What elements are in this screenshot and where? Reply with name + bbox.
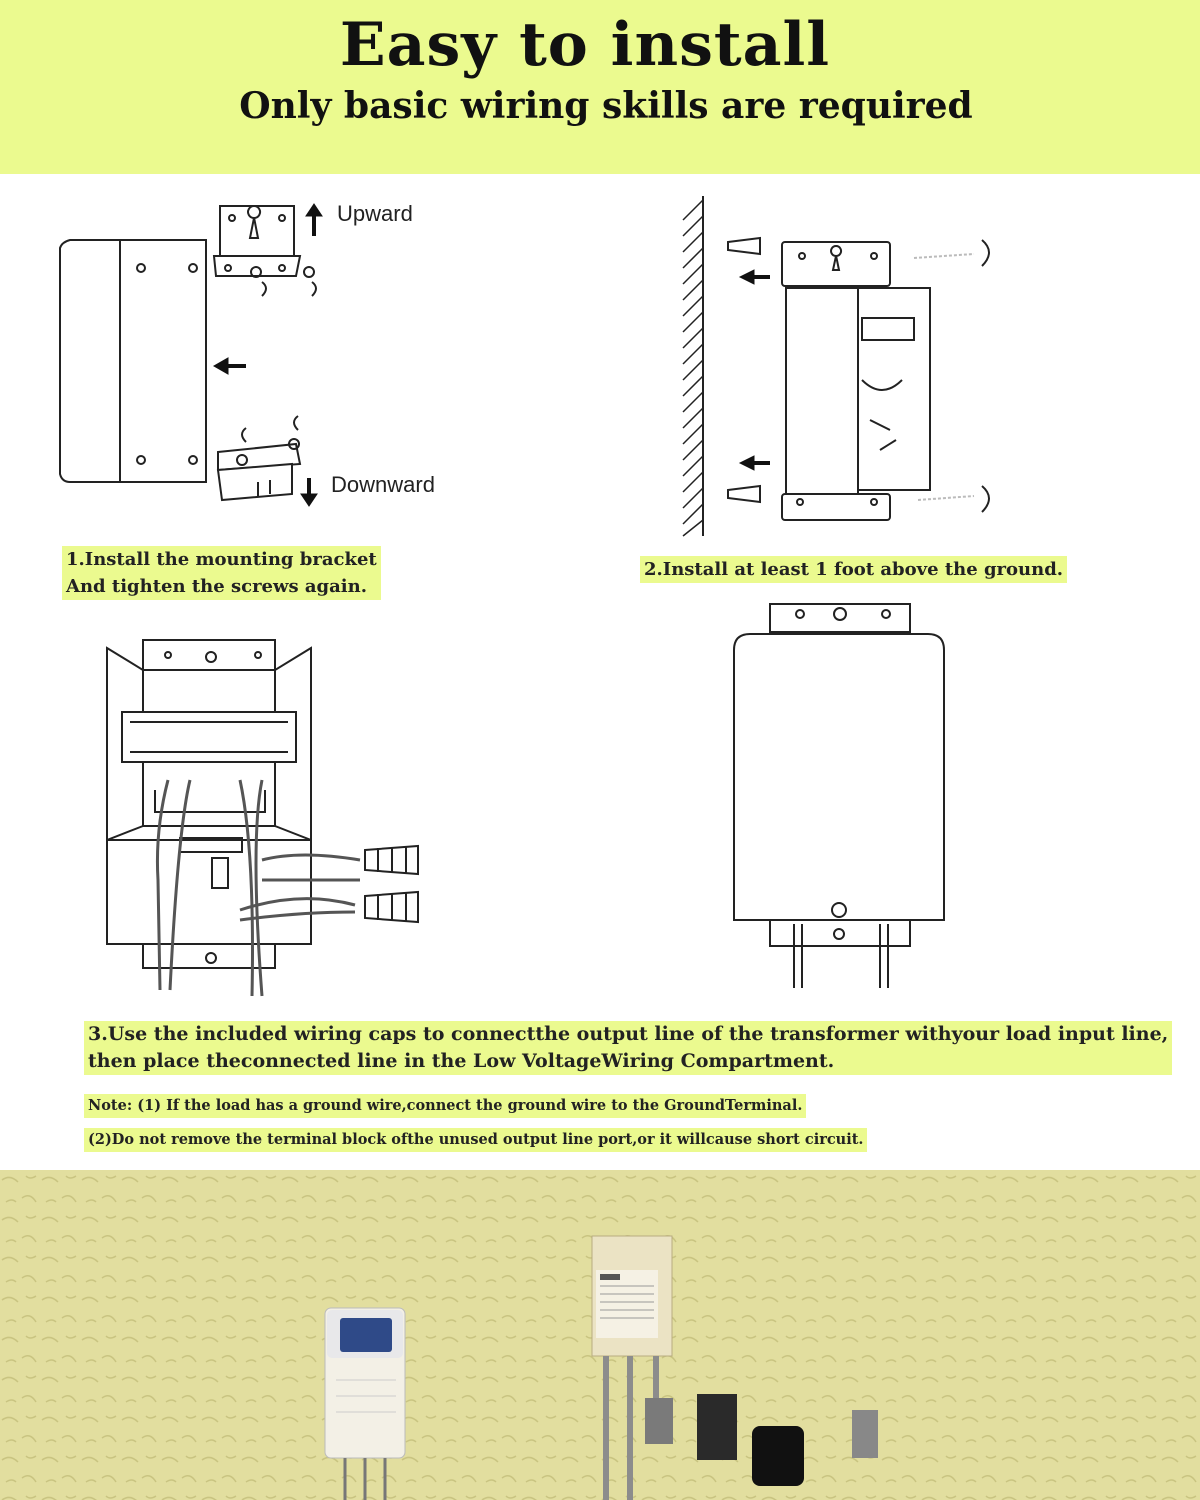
timer-box (697, 1394, 737, 1460)
step-3-line-1: 3.Use the included wiring caps to connectthe output line of the transformer withyour load input line, (88, 1023, 1169, 1045)
diagram-bracket-install (60, 206, 316, 500)
step-2-line-1: 2.Install at least 1 foot above the ground. (644, 559, 1064, 580)
step-1-caption (62, 546, 381, 600)
installation-photo (0, 1170, 1200, 1500)
arrow-left-icon (214, 358, 246, 374)
page-subtitle: Only basic wiring skills are required (239, 85, 973, 127)
step-3-line-2: then place theconnected line in the Low VoltageWiring Compartment. (88, 1050, 835, 1072)
wall-scene (0, 1170, 1200, 1500)
pump-motor (752, 1426, 804, 1486)
diagram-wiring-compartment (107, 640, 418, 996)
step-1-line-2: And tighten the screws again. (66, 576, 367, 597)
arrow-down-icon (301, 478, 317, 506)
step-1-line-1: 1.Install the mounting bracket (66, 549, 377, 570)
note-2: (2)Do not remove the terminal block ofthe unused output line port,or it willcause short circuit. (84, 1128, 867, 1152)
outlet-box (645, 1398, 673, 1444)
diagram-closed-box (734, 604, 944, 988)
arrow-up-icon (306, 204, 322, 236)
diagram-wall-mount (683, 196, 989, 536)
label-upward: Upward (337, 201, 413, 226)
step-2-caption (640, 556, 1067, 583)
switch-box (852, 1410, 878, 1458)
page-title: Easy to install (339, 10, 831, 80)
label-downward: Downward (331, 472, 435, 497)
arrow-left-icon (740, 270, 770, 470)
note-1: Note: (1) If the load has a ground wire,connect the ground wire to the GroundTerminal. (84, 1094, 806, 1118)
step-3-caption (84, 1021, 1172, 1075)
